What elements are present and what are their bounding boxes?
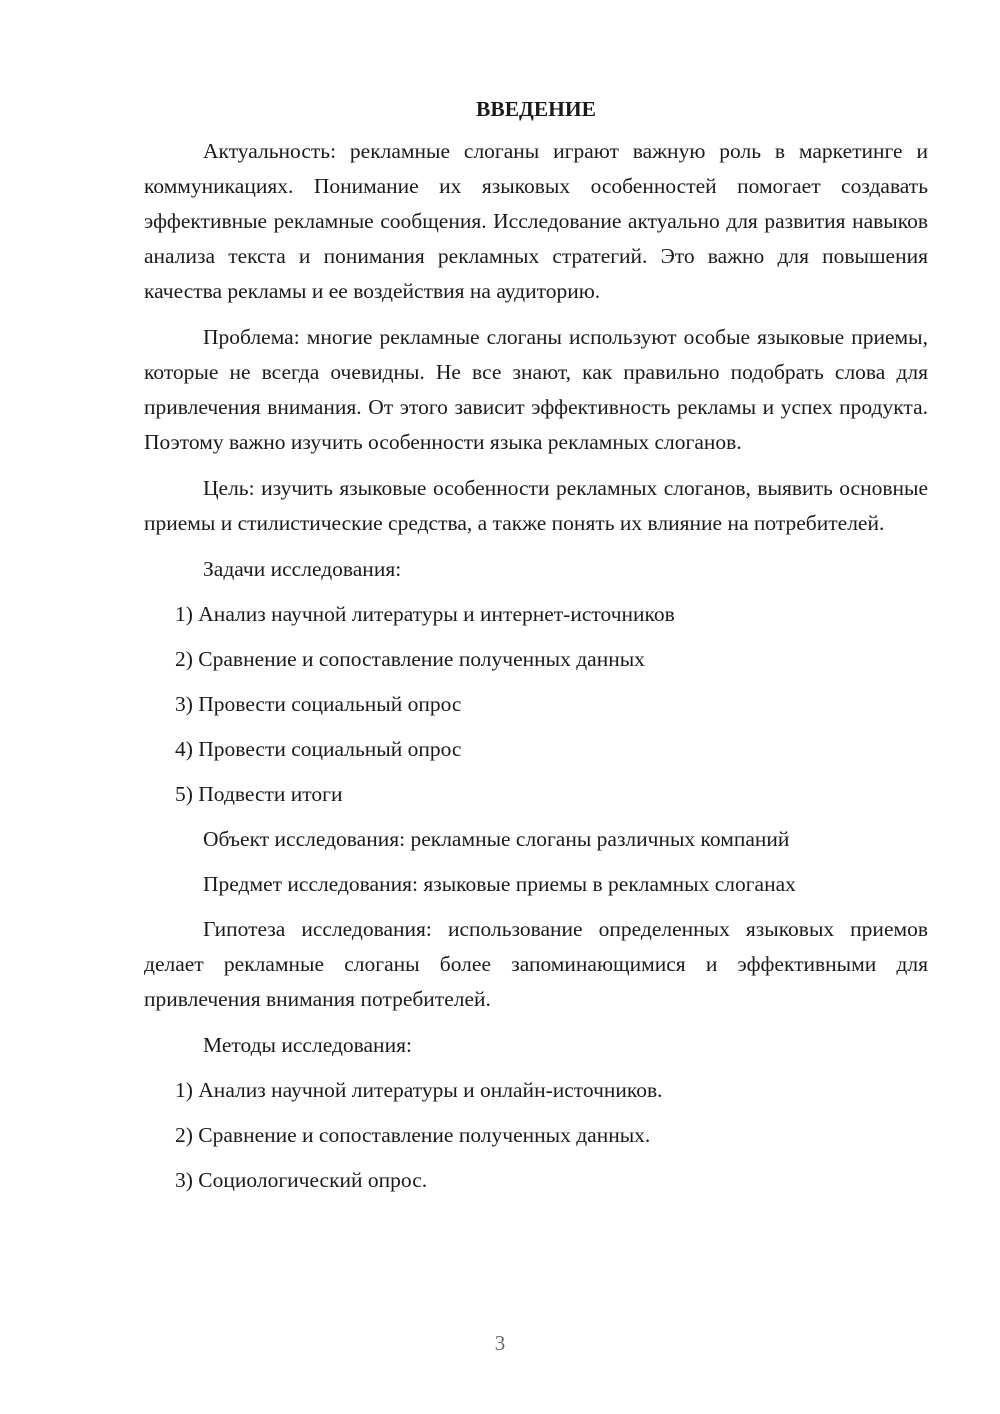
task-item: 2) Сравнение и сопоставление полученных данных (175, 647, 645, 671)
object-paragraph: Объект исследования: рекламные слоганы различных компаний (203, 827, 790, 851)
document-page (144, 90, 928, 1208)
methods-heading: Методы исследования: (203, 1033, 412, 1057)
goal-paragraph: Цель: изучить языковые особенности рекламных слоганов, выявить основные приемы и стилистические средства, а также понять их влияние на потребителей. (144, 476, 928, 535)
page-title: ВВЕДЕНИЕ (476, 97, 596, 121)
page-number: 3 (494, 1331, 506, 1355)
task-item: 3) Провести социальный опрос (175, 692, 462, 716)
method-item: 3) Социологический опрос. (175, 1168, 428, 1192)
tasks-heading: Задачи исследования: (203, 557, 402, 581)
method-item: 1) Анализ научной литературы и онлайн-источников. (175, 1078, 663, 1102)
method-item: 2) Сравнение и сопоставление полученных данных. (175, 1123, 651, 1147)
subject-paragraph: Предмет исследования: языковые приемы в рекламных слоганах (203, 872, 796, 896)
problem-paragraph: Проблема: многие рекламные слоганы используют особые языковые приемы, которые не всегда очевидны. Не все знают, как правильно подобрать слова для привлечения внимания. От этого зависит эффективность рекламы и успех продукта. Поэтому важно изучить особенности языка рекламных слоганов. (144, 325, 928, 454)
relevance-paragraph: Актуальность: рекламные слоганы играют важную роль в маркетинге и коммуникациях. Понимание их языковых особенностей помогает создавать эффективные рекламные сообщения. Исследование актуально для развития навыков анализа текста и понимания рекламных стратегий. Это важно для повышения качества рекламы и ее воздействия на аудиторию. (144, 139, 928, 303)
task-item: 5) Подвести итоги (175, 782, 343, 806)
task-item: 4) Провести социальный опрос (175, 737, 462, 761)
task-item: 1) Анализ научной литературы и интернет-источников (175, 602, 675, 626)
hypothesis-paragraph: Гипотеза исследования: использование определенных языковых приемов делает рекламные слоганы более запоминающимися и эффективными для привлечения внимания потребителей. (144, 917, 928, 1011)
